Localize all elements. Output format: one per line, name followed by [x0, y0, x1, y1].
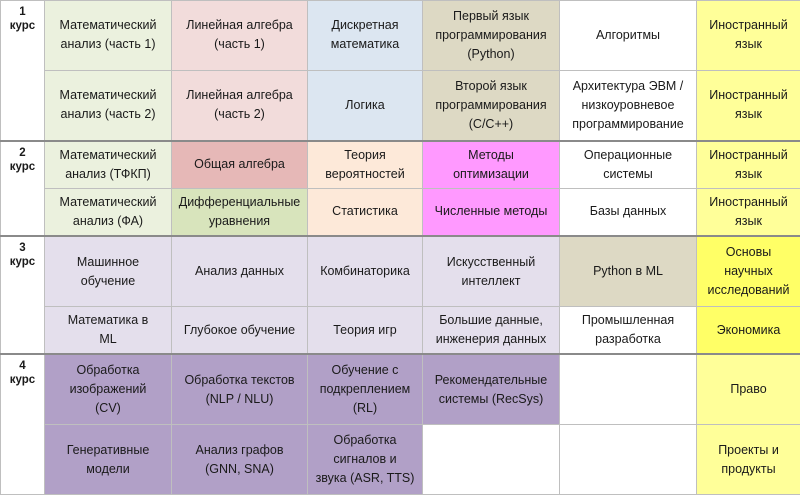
- subject-cell: Статистика: [308, 188, 423, 236]
- subject-cell: Математический анализ (часть 1): [45, 1, 172, 71]
- subject-cell: Машинное обучение: [45, 236, 172, 306]
- subject-cell: Комбинаторика: [308, 236, 423, 306]
- subject-cell: Анализ графов (GNN, SNA): [172, 425, 308, 495]
- subject-cell: Теория вероятностей: [308, 141, 423, 189]
- subject-cell: Анализ данных: [172, 236, 308, 306]
- table-row: [1, 141, 800, 189]
- subject-cell: Обработка изображений (CV): [45, 354, 172, 424]
- subject-cell: Базы данных: [560, 188, 697, 236]
- subject-cell: Генеративные модели: [45, 425, 172, 495]
- table-row: [1, 1, 800, 71]
- subject-cell: Иностранный язык: [697, 1, 800, 71]
- subject-cell: Обработка сигналов и звука (ASR, TTS): [308, 425, 423, 495]
- subject-cell: Теория игр: [308, 307, 423, 355]
- table-row: [1, 70, 800, 140]
- subject-cell: Иностранный язык: [697, 188, 800, 236]
- course-label: 3 курс: [1, 236, 45, 354]
- subject-cell: Основы научных исследований: [697, 236, 800, 306]
- table-row: [1, 236, 800, 306]
- empty-cell: [423, 425, 560, 495]
- subject-cell: Python в ML: [560, 236, 697, 306]
- table-row: [1, 425, 800, 495]
- table-row: [1, 188, 800, 236]
- course-label: 1 курс: [1, 1, 45, 141]
- subject-cell: Операционные системы: [560, 141, 697, 189]
- subject-cell: Проекты и продукты: [697, 425, 800, 495]
- course-label: 4 курс: [1, 354, 45, 494]
- subject-cell: Большие данные, инженерия данных: [423, 307, 560, 355]
- course-label: 2 курс: [1, 141, 45, 236]
- subject-cell: Логика: [308, 70, 423, 140]
- subject-cell: Право: [697, 354, 800, 424]
- empty-cell: [560, 425, 697, 495]
- subject-cell: Математический анализ (ФА): [45, 188, 172, 236]
- subject-cell: Алгоритмы: [560, 1, 697, 71]
- subject-cell: Обучение с подкреплением (RL): [308, 354, 423, 424]
- subject-cell: Второй язык программирования (C/C++): [423, 70, 560, 140]
- subject-cell: Глубокое обучение: [172, 307, 308, 355]
- subject-cell: Искусственный интеллект: [423, 236, 560, 306]
- subject-cell: Методы оптимизации: [423, 141, 560, 189]
- subject-cell: Дифференциальные уравнения: [172, 188, 308, 236]
- subject-cell: Численные методы: [423, 188, 560, 236]
- subject-cell: Иностранный язык: [697, 141, 800, 189]
- subject-cell: Архитектура ЭВМ / низкоуровневое программирование: [560, 70, 697, 140]
- subject-cell: Дискретная математика: [308, 1, 423, 71]
- subject-cell: Экономика: [697, 307, 800, 355]
- subject-cell: Обработка текстов (NLP / NLU): [172, 354, 308, 424]
- subject-cell: Математика в ML: [45, 307, 172, 355]
- table-row: [1, 354, 800, 424]
- subject-cell: Первый язык программирования (Python): [423, 1, 560, 71]
- subject-cell: Иностранный язык: [697, 70, 800, 140]
- subject-cell: Промышленная разработка: [560, 307, 697, 355]
- subject-cell: Математический анализ (часть 2): [45, 70, 172, 140]
- empty-cell: [560, 354, 697, 424]
- subject-cell: Общая алгебра: [172, 141, 308, 189]
- subject-cell: Линейная алгебра (часть 1): [172, 1, 308, 71]
- table-row: [1, 307, 800, 355]
- subject-cell: Рекомендательные системы (RecSys): [423, 354, 560, 424]
- subject-cell: Линейная алгебра (часть 2): [172, 70, 308, 140]
- subject-cell: Математический анализ (ТФКП): [45, 141, 172, 189]
